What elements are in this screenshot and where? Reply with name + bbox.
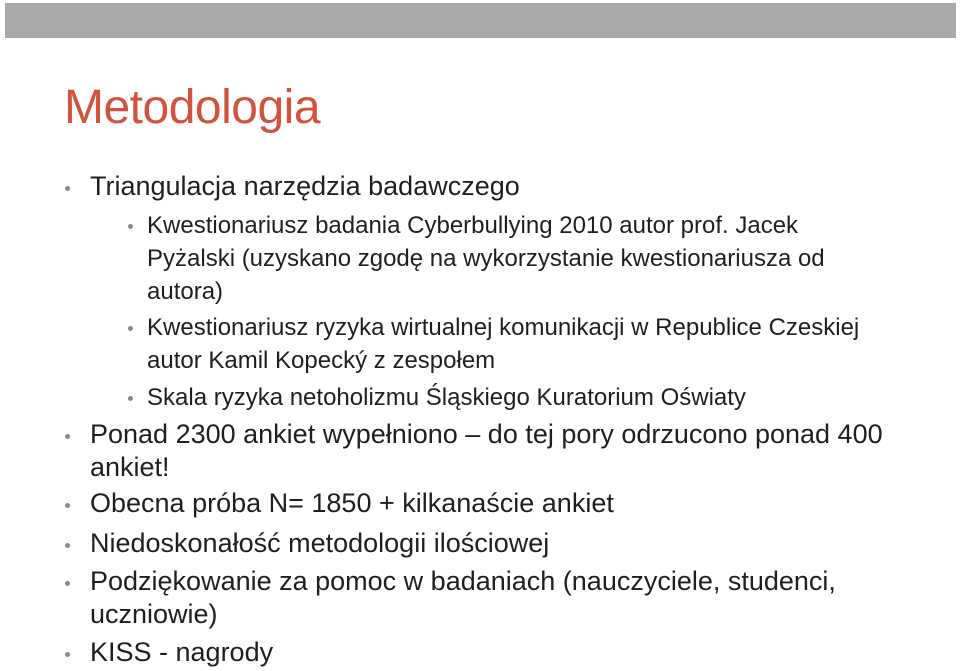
bullet-item-methodology-imperfection: Niedoskonałość metodologii ilościowej — [90, 528, 550, 558]
slide-title: Metodologia — [64, 81, 321, 134]
bullet-dot-icon — [65, 503, 70, 508]
bullet-dot-icon — [128, 224, 133, 229]
bullet-item-kiss-awards: KISS - nagrody — [90, 637, 274, 667]
bullet-dot-icon — [65, 434, 70, 439]
bullet-subitem-czech-questionnaire: Kwestionariusz ryzyka wirtualnej komunikacji w Republice Czeskiej autor Kamil Kopecký z zespołem — [147, 314, 860, 374]
bullet-item-triangulation: Triangulacja narzędzia badawczego — [90, 171, 520, 201]
top-banner-bar — [5, 3, 956, 38]
bullet-dot-icon — [65, 186, 70, 191]
bullet-dot-icon — [65, 581, 70, 586]
bullet-item-surveys-count: Ponad 2300 ankiet wypełniono – do tej pory odrzucono ponad 400 ankiet! — [90, 419, 883, 482]
bullet-dot-icon — [128, 326, 133, 331]
bullet-dot-icon — [65, 652, 70, 657]
bullet-dot-icon — [65, 543, 70, 548]
bullet-item-current-sample: Obecna próba N= 1850 + kilkanaście ankiet — [90, 488, 614, 518]
bullet-item-acknowledgements: Podziękowanie za pomoc w badaniach (nauczyciele, studenci, uczniowie) — [90, 566, 836, 629]
bullet-subitem-cyberbullying-questionnaire: Kwestionariusz badania Cyberbullying 2010 autor prof. Jacek Pyżalski (uzyskano zgodę na wykorzystanie kwestionariusza od autora) — [147, 212, 825, 305]
bullet-dot-icon — [128, 396, 133, 401]
bullet-subitem-netoholism-scale: Skala ryzyka netoholizmu Śląskiego Kuratorium Oświaty — [147, 384, 746, 411]
